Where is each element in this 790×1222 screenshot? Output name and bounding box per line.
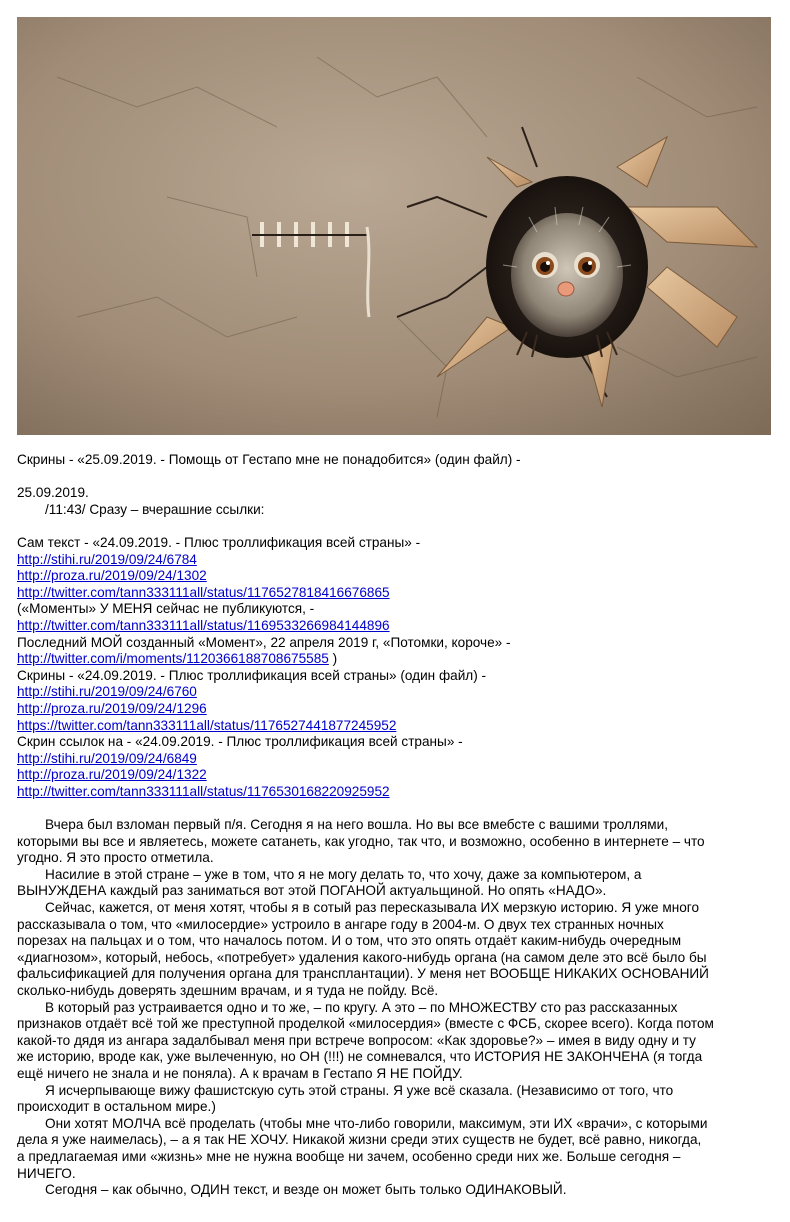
paragraph <box>17 1116 773 1182</box>
paragraph-line: В который раз устраивается одно и то же, – по кругу. А это – по МНОЖЕСТВУ сто раз рассказанных <box>45 999 678 1015</box>
paragraph-line: ВЫНУЖДЕНА каждый раз заниматься вот этой ПОГАНОЙ актуальщиной. Но опять «НАДО». <box>17 883 607 899</box>
link-list-item <box>17 684 773 701</box>
header-line: Скрины - «25.09.2019. - Помощь от Гестапо мне не понадобится» (один файл) - <box>17 452 521 467</box>
article-body <box>17 452 773 1199</box>
paragraph-line: сколько-нибудь доверять здешним врачам, и я туда не пойду. Всё. <box>17 983 439 998</box>
entry-time-line: /11:43/ Сразу – вчерашние ссылки: <box>45 501 265 517</box>
paragraph <box>17 1182 773 1199</box>
link-list-caption: Скрины - «24.09.2019. - Плюс троллификация всей страны» (один файл) - <box>17 667 487 683</box>
paragraph-line: а предлагаемая ими «жизнь» мне не нужна вообще ни зачем, особенно среди них же. Больше сегодня – <box>17 1148 681 1164</box>
paragraph <box>17 1000 773 1083</box>
paragraph <box>17 1083 773 1116</box>
paragraph-line: НИЧЕГО. <box>17 1165 76 1181</box>
link-list-item <box>17 784 773 801</box>
paragraph-line: которыми вы все и являетесь, можете сатанеть, как угодно, так что, и возможно, особенно в интернете – что <box>17 833 705 849</box>
paragraph-line: фальсификацией для получения органа для трансплантации). У меня нет ВООБЩЕ НИКАКИХ ОСНОВАНИЙ <box>17 966 709 982</box>
link-tail-text: ) <box>328 651 338 667</box>
link-list-item <box>17 718 773 735</box>
paragraph <box>17 817 773 867</box>
hyperlink[interactable]: http://twitter.com/tann333111all/status/1176527818416676865 <box>17 584 390 600</box>
paragraph <box>17 867 773 900</box>
link-list-item <box>17 651 773 668</box>
paragraph-line: дела я уже наимелась), – а я так НЕ ХОЧУ. Никакой жизни среди этих существ не будет, всё равно, никогда, <box>17 1132 702 1148</box>
paragraph-line: Они хотят МОЛЧА всё проделать (чтобы мне что-либо говорили, максимум, эти ИХ «врачи», с которыми <box>45 1115 708 1131</box>
paragraph-line: Насилие в этой стране – уже в том, что я не могу делать то, что хочу, даже за компьютером, а <box>45 866 642 882</box>
paragraph-line: признаков отдаёт всё той же преступной проделкой «милосердия» (вместе с ФСБ, скорее всего). Когда потом <box>17 1016 714 1032</box>
link-list-caption: Сам текст - «24.09.2019. - Плюс троллификация всей страны» - <box>17 534 421 550</box>
paragraph-line: Я исчерпывающе вижу фашистскую суть этой страны. Я уже всё сказала. (Независимо от того, что <box>45 1082 674 1098</box>
paragraph-line: же историю, вроде как, уже вылеченную, но ОН (!!!) не сомневался, что ИСТОРИЯ НЕ ЗАКОНЧЕНА (я тогда <box>17 1049 703 1065</box>
paragraph-line: рассказывала о том, что «милосердие» устроило в ангаре году в 2004-м. О двух тех странных ночных <box>17 916 664 932</box>
link-list-caption: Скрин ссылок на - «24.09.2019. - Плюс троллификация всей страны» - <box>17 734 463 750</box>
link-list-item <box>17 552 773 569</box>
hyperlink[interactable]: http://twitter.com/i/moments/1120366188708675585 <box>17 651 329 667</box>
paragraphs <box>17 817 773 1199</box>
paragraph-line: какой-то дядя из ангара задалбывал меня при встрече вопросом: «Как здоровье?» – имея в виду одну и ту <box>17 1032 696 1048</box>
paragraph-line: «диагнозом», который, небось, «потребует» удаления какого-нибудь органа (на самом деле это всё было бы <box>17 949 707 965</box>
link-list-item <box>17 585 773 602</box>
link-list-item <box>17 568 773 585</box>
entry-date: 25.09.2019. <box>17 485 89 501</box>
paragraph-line: Сейчас, кажется, от меня хотят, чтобы я в сотый раз пересказывала ИХ мерзкую историю. Я уже много <box>45 900 700 916</box>
paragraph-line: порезах на пальцах и о том, что началось потом. И о том, что это опять отдаёт каким-нибудь очередным <box>17 933 682 949</box>
link-list-item <box>17 618 773 635</box>
paragraph-line: угодно. Я это просто отметила. <box>17 850 214 866</box>
hyperlink[interactable]: http://proza.ru/2019/09/24/1296 <box>17 700 207 716</box>
hyperlink[interactable]: http://stihi.ru/2019/09/24/6760 <box>17 684 197 700</box>
hyperlink[interactable]: http://proza.ru/2019/09/24/1322 <box>17 767 207 783</box>
paragraph-line: Вчера был взломан первый п/я. Сегодня я на него вошла. Но вы все вмебсте с вашими троллями, <box>45 817 668 833</box>
paragraph <box>17 900 773 1000</box>
link-list-caption: Последний МОЙ созданный «Момент», 22 апреля 2019 г, «Потомки, короче» - <box>17 634 511 650</box>
paragraph-line: Сегодня – как обычно, ОДИН текст, и везде он может быть только ОДИНАКОВЫЙ. <box>45 1182 567 1198</box>
link-list-caption: («Моменты» У МЕНЯ сейчас не публикуются, - <box>17 601 315 617</box>
link-list-item <box>17 767 773 784</box>
hyperlink[interactable]: http://stihi.ru/2019/09/24/6849 <box>17 750 197 766</box>
owl-wall-picture <box>17 17 771 435</box>
paragraph-line: ещё ничего не знала и не поняла). А к врачам в Гестапо Я НЕ ПОЙДУ. <box>17 1065 463 1081</box>
link-list-item <box>17 751 773 768</box>
hyperlink[interactable]: http://twitter.com/tann333111all/status/1176530168220925952 <box>17 783 390 799</box>
paragraph-line: происходит в остальном мире.) <box>17 1099 216 1115</box>
hyperlink[interactable]: http://proza.ru/2019/09/24/1302 <box>17 568 207 584</box>
link-list-item <box>17 701 773 718</box>
hero-illustration <box>17 17 771 435</box>
hyperlink[interactable]: http://stihi.ru/2019/09/24/6784 <box>17 551 197 567</box>
hyperlink[interactable]: https://twitter.com/tann333111all/status/1176527441877245952 <box>17 717 397 733</box>
link-list <box>17 535 773 801</box>
hyperlink[interactable]: http://twitter.com/tann333111all/status/1169533266984144896 <box>17 617 390 633</box>
